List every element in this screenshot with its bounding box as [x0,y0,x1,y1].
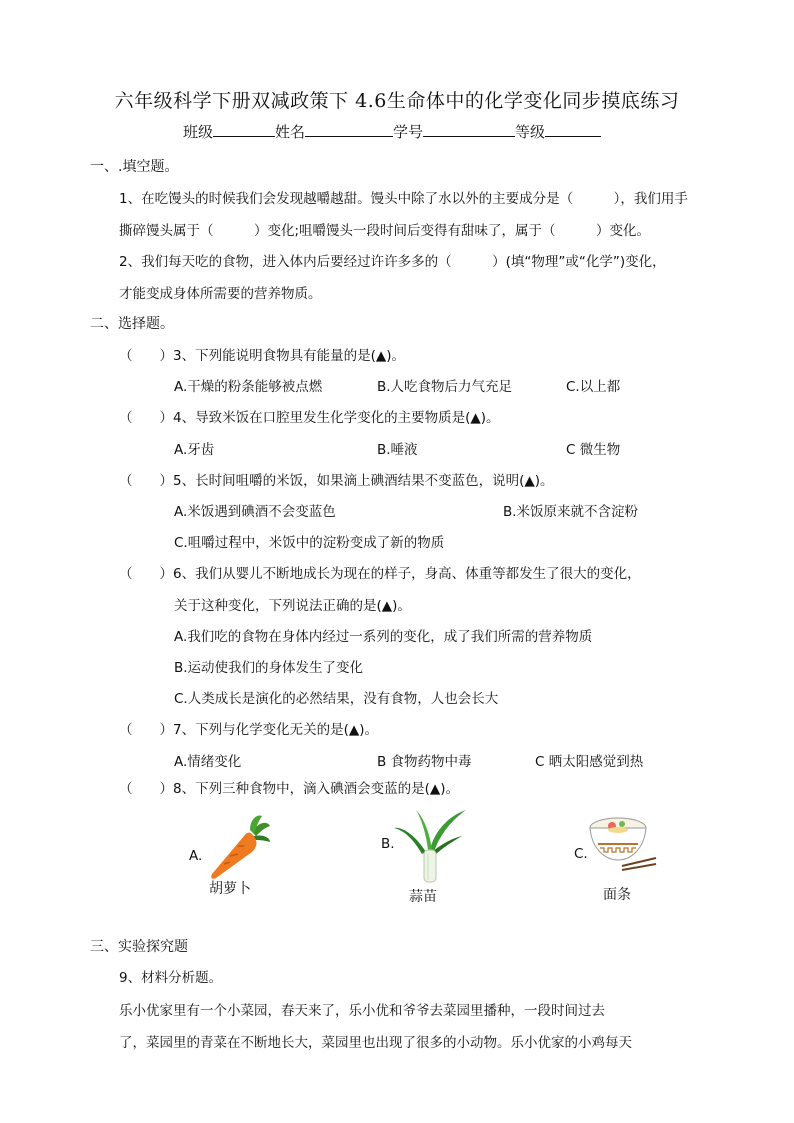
q6-option-a: A.我们吃的食物在身体内经过一系列的变化，成了我们所需的营养物质 [174,629,593,645]
student-info-line [183,121,601,142]
grade-blank [545,122,601,137]
q3-option-a: A.干燥的粉条能够被点燃 [174,379,323,395]
carrot-image [200,812,272,882]
q4-option-b: B.唾液 [377,442,418,458]
q5-stem: （ ）5、长时间咀嚼的米饭，如果滴上碘酒结果不变蓝色，说明(▲)。 [119,473,554,489]
q9-paragraph-line1: 乐小优家里有一个小菜园，春天来了，乐小优和爷爷去菜园里播种，一段时间过去 [119,1003,605,1019]
name-blank [305,122,393,137]
q8-option-a-name: 胡萝卜 [209,881,251,897]
q3-stem: （ ）3、下列能说明食物具有能量的是(▲)。 [119,348,406,364]
garlic-sprout-image [392,806,468,884]
q6-stem-line2: 关于这种变化，下列说法正确的是(▲)。 [174,598,411,614]
class-label: 班级 [183,123,214,141]
q5-option-c: C.咀嚼过程中，米饭中的淀粉变成了新的物质 [174,535,445,551]
q8-option-c-name: 面条 [603,887,631,903]
q6-stem-line1: （ ）6、我们从婴儿不断地成长为现在的样子，身高、体重等都发生了很大的变化， [119,566,641,582]
noodle-bowl-image [586,810,658,878]
q4-stem: （ ）4、导致米饭在口腔里发生化学变化的主要物质是(▲)。 [119,410,500,426]
q7-option-c: C 晒太阳感觉到热 [535,754,644,770]
q7-option-a: A.情绪变化 [174,754,242,770]
page-title: 六年级科学下册双减政策下 4.6生命体中的化学变化同步摸底练习 [114,90,680,112]
class-blank [213,122,275,137]
q8-option-b-name: 蒜苗 [409,889,437,905]
q1-line1: 1、在吃馒头的时候我们会发现越嚼越甜。馒头中除了水以外的主要成分是（ ），我们用手 [119,191,688,207]
q8-stem: （ ）8、下列三种食物中，滴入碘酒会变蓝的是(▲)。 [119,781,460,797]
q3-option-c: C.以上都 [566,379,621,395]
q1-line2: 撕碎馒头属于（ ）变化;咀嚼馒头一段时间后变得有甜味了，属于（ ）变化。 [119,223,651,239]
q3-option-b: B.人吃食物后力气充足 [377,379,513,395]
q9-paragraph-line2: 了，菜园里的青菜在不断地长大，菜园里也出现了很多的小动物。乐小优家的小鸡每天 [119,1035,632,1051]
section1-heading: 一、.填空题。 [90,159,179,175]
q5-option-a: A.米饭遇到碘酒不会变蓝色 [174,504,336,520]
q2-line2: 才能变成身体所需要的营养物质。 [119,286,322,302]
q9-label: 9、材料分析题。 [119,970,223,986]
q8-option-c-letter: C. [574,846,588,862]
q4-option-a: A.牙齿 [174,442,215,458]
section3-heading: 三、实验探究题 [90,939,188,955]
q2-line1: 2、我们每天吃的食物，进入体内后要经过许许多多的（ ）(填“物理”或“化学”)变化， [119,254,666,270]
id-label: 学号 [393,123,424,141]
q6-option-b: B.运动使我们的身体发生了变化 [174,660,364,676]
id-blank [423,122,515,137]
name-label: 姓名 [275,123,306,141]
q8-option-b-letter: B. [381,836,395,852]
q7-stem: （ ）7、下列与化学变化无关的是(▲)。 [119,722,379,738]
q8-option-a-letter: A. [189,848,203,864]
q4-option-c: C 微生物 [566,442,621,458]
q6-option-c: C.人类成长是演化的必然结果，没有食物，人也会长大 [174,691,499,707]
q7-option-b: B 食物药物中毒 [377,754,472,770]
section2-heading: 二、选择题。 [90,316,174,332]
grade-label: 等级 [515,123,546,141]
q5-option-b: B.米饭原来就不含淀粉 [503,504,639,520]
